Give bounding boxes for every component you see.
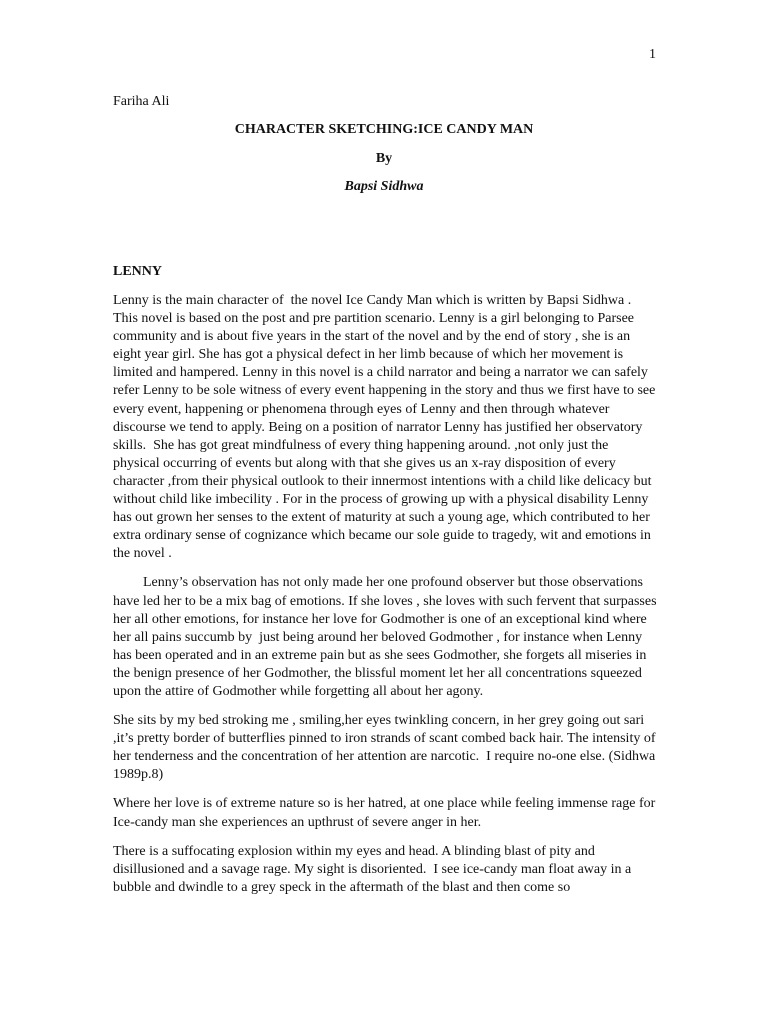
by-label: By [375, 151, 393, 166]
quotation-explosion: There is a suffocating explosion within my eyes and head. A blinding blast of pity and disillusioned and a savage rage. My sight is disoriented. I see ice-candy man float away in a bubble and dwindle to a grey speck in the aftermath of the blast and then come so [113, 843, 635, 895]
paragraph-hatred: Where her love is of extreme nature so is her hatred, at one place while feeling immense rage for Ice-candy man she experiences an upthrust of severe anger in her. [113, 796, 659, 830]
paragraph-intro: Lenny is the main character of the novel Ice Candy Man which is written by Bapsi Sidhwa . This novel is based on the post and pre partition scenario. Lenny is a girl belonging to Parsee community and is about five years in the start of the novel and by the end of story , she is an eight year girl. She has got a physical defect in her limb because of which her movement is limited and hampered. Lenny in this novel is a child narrator and being a narrator we can safely refer Lenny to be sole witness of every event happening in the story and thus we first have to see every event, happening or phenomena through eyes of Lenny and then through whatever discourse we tend to apply. Being on a position of narrator Lenny has justified her observatory skills. She has got great mindfulness of every thing happening around. ,not only just the physical occurring of events but along with that she gives us an x-ray disposition of every character ,from their physical outlook to their innermost intentions with a child like delicacy but without child like imbecility . For in the process of growing up with a physical disability Lenny has out grown her senses to the extent of maturity at such a young age, which contributed to her extra ordinary sense of cognizance which became our sole guide to tragedy, wit and emotions in the novel . [113, 293, 659, 562]
paragraph-observation: Lenny’s observation has not only made her one profound observer but those observations have led her to be a mix bag of emotions. If she loves , she loves with such fervent that surpasses her all other emotions, for instance her love for Godmother is one of an exceptional kind where her all pains succumb by just being around her beloved Godmother , for instance when Lenny has been operated and in an extreme pain but as she sees Godmother, she forgets all miseries in the benign presence of her Godmother, the blissful moment let her all concentrations squeezed upon the attire of Godmother while forgetting all about her agony. [113, 575, 661, 699]
book-author: Bapsi Sidhwa [344, 179, 424, 194]
page-number: 1 [649, 47, 656, 62]
quotation-godmother: She sits by my bed stroking me , smiling,her eyes twinkling concern, in her grey going out sari ,it’s pretty border of butterflies pinned to iron strands of scant combed back hair. The intensity of her tenderness and the concentration of her attention are narcotic. I require no-one else. (Sidhwa 1989p.8) [113, 713, 659, 783]
document-title: CHARACTER SKETCHING:ICE CANDY MAN [234, 122, 534, 137]
section-heading: LENNY [113, 264, 163, 279]
body-text [113, 292, 661, 908]
author-name: Fariha Ali [113, 94, 170, 109]
